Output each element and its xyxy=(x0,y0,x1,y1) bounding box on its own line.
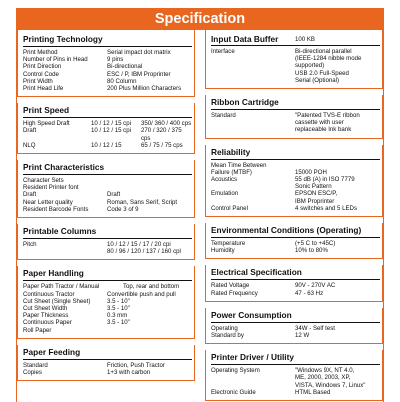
spec-label: Draft xyxy=(23,127,37,135)
spec-value: (+5 C to +45C) xyxy=(295,240,336,248)
spec-value: 3.5 - 10" xyxy=(107,319,130,327)
spec-row xyxy=(23,283,192,290)
spec-value: 1+3 with carbon xyxy=(107,369,151,377)
spec-row xyxy=(23,241,192,248)
spec-row xyxy=(23,56,192,63)
spec-frame xyxy=(16,30,384,402)
spec-value: 80 Column xyxy=(107,77,137,85)
section-title: Printing Technology xyxy=(23,34,192,47)
spec-label: High Speed Draft xyxy=(23,120,70,128)
spec-label: Acoustics xyxy=(211,176,238,184)
spec-value: Friction, Push Tractor xyxy=(107,361,165,369)
section-title: Paper Handling xyxy=(23,268,192,281)
spec-row xyxy=(23,184,192,191)
spec-label: Print Width xyxy=(23,77,53,85)
spec-value: 12 W xyxy=(295,332,310,340)
spec-value: 3.5 - 10" xyxy=(107,297,130,305)
spec-value: 0.3 mm xyxy=(107,312,128,320)
spec-value: 65 / 75 / 75 cps xyxy=(141,141,183,149)
spec-label: Pitch xyxy=(23,241,37,249)
spec-label: Rated Frequency xyxy=(211,289,258,297)
spec-row xyxy=(211,389,380,396)
spec-row xyxy=(23,120,192,127)
spec-label: Control Code xyxy=(23,70,59,78)
spec-label: Rated Voltage xyxy=(211,282,250,290)
spec-row xyxy=(211,176,380,190)
spec-label: Paper Thickness xyxy=(23,312,69,320)
spec-row xyxy=(23,248,192,255)
spec-row xyxy=(211,205,380,212)
spec-label: Interface xyxy=(211,48,235,55)
spec-label: Cut Sheet Width xyxy=(23,305,68,313)
spec-row xyxy=(23,298,192,305)
spec-label xyxy=(23,248,107,255)
printing-technology-section xyxy=(17,30,195,97)
spec-value: Serial impact dot matrix xyxy=(107,49,171,56)
spec-label: Number of Pins in Head xyxy=(23,56,88,64)
section-title: Reliability xyxy=(211,147,380,160)
spec-label: Operating System xyxy=(211,367,260,375)
ribbon-cartridge-section xyxy=(205,95,383,139)
section-title: Printer Driver / Utility xyxy=(211,352,380,365)
page-title: Specification xyxy=(16,8,384,30)
spec-row xyxy=(23,78,192,85)
spec-value: Top, rear and bottom xyxy=(123,283,180,291)
spec-row xyxy=(23,291,192,298)
section-title: Paper Feeding xyxy=(23,347,192,360)
printable-columns-section xyxy=(17,224,195,260)
spec-row xyxy=(211,332,380,339)
section-title: Printable Columns xyxy=(23,226,192,239)
spec-label: NLQ xyxy=(23,141,36,149)
spec-label: Mean Time Between xyxy=(211,161,267,169)
spec-label: Copies xyxy=(23,369,42,377)
spec-value: 200 Plus Million Characters xyxy=(107,85,182,93)
spec-value xyxy=(107,327,192,334)
spec-row xyxy=(23,312,192,319)
spec-value: 90V - 270V AC xyxy=(295,282,336,290)
spec-row xyxy=(23,191,192,198)
spec-value: 100 KB xyxy=(295,36,315,43)
spec-value: 15000 POH xyxy=(295,168,327,176)
spec-label: Failure (MTBF) xyxy=(211,168,252,176)
spec-row xyxy=(211,247,380,254)
spec-value xyxy=(295,162,380,169)
spec-row xyxy=(211,34,380,46)
spec-row xyxy=(23,177,192,184)
spec-label: Emulation xyxy=(211,190,239,198)
section-title: Electrical Specification xyxy=(211,267,380,280)
spec-label: Continuous Tractor xyxy=(23,290,75,298)
spec-row xyxy=(211,290,380,297)
spec-value: HTML Based xyxy=(295,388,331,396)
spec-label: Humidity xyxy=(211,247,235,255)
spec-row xyxy=(23,327,192,334)
spec-label: Operating xyxy=(211,324,238,332)
spec-label: Cut Sheet (Single Sheet) xyxy=(23,297,91,305)
spec-value: 34W - Self test xyxy=(295,324,335,332)
spec-value: Draft xyxy=(107,191,121,199)
spec-label: Paper Path Tractor / Manual xyxy=(23,283,100,291)
paper-handling-section xyxy=(17,266,195,338)
environmental-conditions-section xyxy=(205,223,383,259)
spec-value: 270 / 320 / 375 cps xyxy=(141,127,182,142)
spec-label: Print Method xyxy=(23,49,58,56)
section-title: Print Speed xyxy=(23,105,192,118)
spec-value: ESC / P, IBM Proprinter xyxy=(107,70,171,78)
spec-row xyxy=(211,169,380,176)
print-speed-section xyxy=(17,103,195,154)
print-characteristics-section xyxy=(17,160,195,218)
spec-label: Standard by xyxy=(211,332,244,340)
spec-value: 55 dB (A) in ISO 7779 Sonic Pattern xyxy=(295,176,355,191)
spec-label: Control Panel xyxy=(211,204,248,212)
spec-row xyxy=(211,162,380,169)
spec-row xyxy=(211,325,380,332)
electrical-specification-section xyxy=(205,265,383,301)
spec-row xyxy=(23,71,192,78)
spec-value: 3.5 - 10" xyxy=(107,305,130,313)
spec-row xyxy=(211,48,380,84)
spec-label: Draft xyxy=(23,191,37,199)
spec-row xyxy=(23,369,192,376)
spec-row xyxy=(211,112,380,134)
spec-value: 350/ 360 / 400 cps xyxy=(141,120,192,128)
spec-label: Near Letter quality xyxy=(23,198,73,206)
printer-driver-section xyxy=(205,350,383,401)
spec-value: 10 / 12 / 15 xyxy=(91,141,122,149)
spec-value: Convertible push and pull xyxy=(107,290,176,298)
spec-label: Electronic Guide xyxy=(211,388,256,396)
spec-value xyxy=(107,177,192,184)
spec-row xyxy=(211,190,380,204)
reliability-section xyxy=(205,145,383,217)
spec-value: 10% to 80% xyxy=(295,247,328,255)
spec-row xyxy=(23,49,192,56)
spec-value: 80 / 96 / 120 / 137 / 160 cpl xyxy=(107,248,181,256)
section-title: Print Characteristics xyxy=(23,162,192,175)
spec-label: Character Sets xyxy=(23,177,64,185)
spec-row xyxy=(23,199,192,206)
spec-label: Print Head Life xyxy=(23,85,64,93)
left-column xyxy=(17,30,195,387)
spec-row xyxy=(23,319,192,326)
spec-row xyxy=(23,63,192,70)
input-data-buffer-section xyxy=(205,30,383,89)
spec-row xyxy=(211,240,380,247)
spec-label: Continuous Paper xyxy=(23,319,72,327)
section-title: Input Data Buffer xyxy=(211,34,279,44)
spec-value: "Patented TVS-E ribbon cassette with user replaceable Ink bank xyxy=(295,112,360,134)
spec-row xyxy=(23,362,192,369)
spec-row xyxy=(211,282,380,289)
right-column xyxy=(205,30,383,402)
spec-row xyxy=(23,85,192,92)
spec-row xyxy=(23,206,192,213)
power-consumption-section xyxy=(205,308,383,344)
spec-row xyxy=(23,305,192,312)
spec-value: "Windows 9X, NT 4.0, ME, 2000, 2003, XP, VISTA, Windows 7, Linux" xyxy=(295,367,366,389)
spec-row xyxy=(23,142,192,149)
spec-value: 9 pins xyxy=(107,56,124,64)
spec-label: Temperature xyxy=(211,240,246,248)
spec-value: 10 / 12 / 15 cpi xyxy=(91,127,131,135)
spec-label: Print Direction xyxy=(23,63,62,71)
spec-label: Standard xyxy=(23,361,48,369)
spec-row xyxy=(211,367,380,389)
spec-label: Resident Printer font xyxy=(23,184,79,192)
spec-value xyxy=(107,184,192,191)
spec-value: Bi-directional parallel (IEEE-1284 nibble mode supported) USB 2.0 Full-Speed Serial (Optional) xyxy=(295,48,362,84)
paper-feeding-section xyxy=(17,345,195,381)
spec-label: Roll Paper xyxy=(23,326,52,334)
spec-row xyxy=(23,127,192,141)
spec-value: 10 / 12 / 15 cpi xyxy=(91,120,131,128)
section-title: Power Consumption xyxy=(211,310,380,323)
spec-value: 47 - 63 Hz xyxy=(295,289,324,297)
spec-label: Standard xyxy=(211,112,236,120)
section-title: Environmental Conditions (Operating) xyxy=(211,225,380,238)
spec-value: 10 / 12 / 15 / 17 / 20 cpi xyxy=(107,241,171,249)
spec-value: Roman, Sans Serif, Script xyxy=(107,198,178,206)
spec-value: Bi-directional xyxy=(107,63,143,71)
spec-value: EPSON ESC/P, IBM Proprinter xyxy=(295,190,338,205)
spec-value: Code 3 of 9 xyxy=(107,205,139,213)
spec-label: Resident Barcode Fonts xyxy=(23,205,89,213)
section-title: Ribbon Cartridge xyxy=(211,97,380,110)
spec-value: 4 switches and 5 LEDs xyxy=(295,204,357,212)
